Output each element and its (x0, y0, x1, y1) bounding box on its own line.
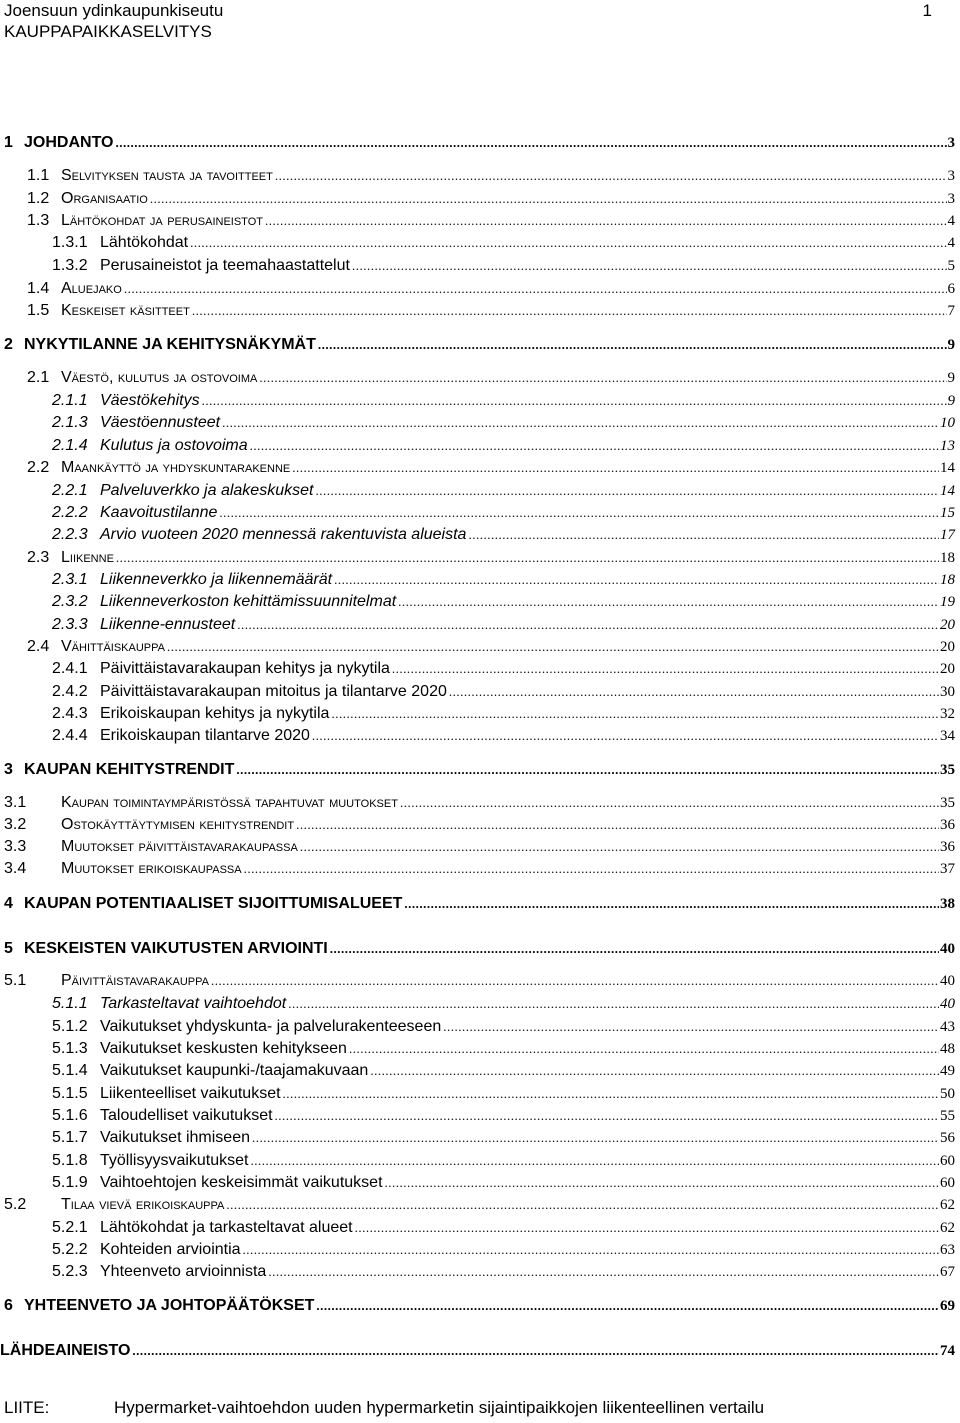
toc-entry-page: 6 (947, 281, 955, 297)
toc-entry[interactable] (0, 757, 955, 779)
toc-entry-page: 48 (940, 1041, 955, 1057)
toc-entry-number: 2.3.3 (52, 616, 88, 633)
toc-entry-number: 5.1.5 (52, 1085, 88, 1102)
toc-entry-title: Kulutus ja ostovoima (100, 437, 248, 454)
toc-entry-number: 5.2.2 (52, 1241, 88, 1258)
toc-entry-page: 4 (947, 213, 955, 229)
toc-dot-leader (400, 795, 939, 811)
toc-entry-title: Muutokset päivittäistavarakaupassa (61, 838, 298, 855)
toc-entry-number: 2.1.1 (52, 392, 88, 409)
toc-dot-leader (222, 415, 939, 431)
toc-entry-title: Liikenne (61, 549, 114, 566)
toc-dot-leader (334, 572, 939, 588)
toc-dot-leader (211, 973, 939, 989)
toc-entry[interactable] (0, 1237, 955, 1259)
toc-entry[interactable] (0, 163, 955, 185)
toc-entry-number: 3.4 (4, 860, 27, 877)
toc-entry-number: 2.3.2 (52, 593, 88, 610)
toc-entry-title: Väestö, kulutus ja ostovoima (61, 369, 258, 386)
toc-entry-title: Taloudelliset vaikutukset (100, 1107, 273, 1124)
toc-dot-leader (331, 706, 939, 722)
toc-entry-number: 2.4.3 (52, 705, 88, 722)
toc-entry[interactable] (0, 478, 955, 500)
toc-entry[interactable] (0, 410, 955, 432)
toc-entry-number: 2.1.3 (52, 414, 88, 431)
toc-entry-page: 20 (940, 661, 955, 677)
toc-entry[interactable] (0, 1215, 955, 1237)
toc-entry-page: 56 (940, 1130, 955, 1146)
toc-entry-number: 5.1.6 (52, 1107, 88, 1124)
toc-dot-leader (268, 1264, 939, 1280)
toc-entry-page: 62 (940, 1220, 955, 1236)
toc-dot-leader (275, 168, 947, 184)
toc-entry[interactable] (0, 1014, 955, 1036)
toc-entry[interactable] (0, 298, 955, 320)
toc-entry-number: 1 (4, 134, 13, 151)
toc-dot-leader (167, 639, 939, 655)
toc-entry[interactable] (0, 186, 955, 208)
toc-entry[interactable] (0, 679, 955, 701)
toc-entry-title: Maankäyttö ja yhdyskuntarakenne (61, 459, 291, 476)
toc-entry-page: 32 (940, 706, 955, 722)
toc-entry-page: 40 (940, 973, 955, 989)
toc-dot-leader (288, 996, 939, 1012)
toc-entry-title: Lähtökohdat (100, 234, 189, 251)
toc-entry-title: KESKEISTEN VAIKUTUSTEN ARVIOINTI (24, 940, 328, 957)
toc-entry-number: 5.1.4 (52, 1062, 88, 1079)
toc-entry-number: 5.2 (4, 1196, 27, 1213)
toc-entry-title: Päivittäistavarakaupan kehitys ja nykytila (100, 660, 390, 677)
toc-entry-page: 3 (947, 191, 955, 207)
toc-entry[interactable] (0, 230, 955, 252)
toc-entry-page: 7 (947, 303, 955, 319)
toc-entry-page: 40 (940, 941, 955, 957)
appendix-line (4, 1398, 934, 1420)
toc-entry-number: 1.3.1 (52, 234, 88, 251)
toc-dot-leader (259, 370, 946, 386)
toc-entry-number: 5.1.3 (52, 1040, 88, 1057)
toc-entry-number: 5.1.8 (52, 1152, 88, 1169)
toc-dot-leader (292, 460, 939, 476)
toc-dot-leader (404, 896, 939, 912)
toc-entry-page: 17 (940, 527, 955, 543)
toc-dot-leader (443, 1019, 939, 1035)
toc-entry-title: Vaikutukset keskusten kehitykseen (100, 1040, 347, 1057)
toc-entry-number: 1.3.2 (52, 257, 88, 274)
toc-dot-leader (243, 1242, 939, 1258)
toc-entry-title: Arvio vuoteen 2020 mennessä rakentuvista alueista (100, 526, 467, 543)
toc-entry-page: 35 (940, 795, 955, 811)
toc-dot-leader (370, 1063, 939, 1079)
toc-entry[interactable] (0, 253, 955, 275)
toc-entry-number: 5.1.2 (52, 1018, 88, 1035)
page-number: 1 (922, 1, 932, 20)
toc-entry-page: 63 (940, 1242, 955, 1258)
toc-entry[interactable] (0, 1081, 955, 1103)
toc-entry-page: 38 (940, 896, 955, 912)
toc-entry-page: 9 (947, 393, 955, 409)
toc-entry-number: 5.1.9 (52, 1174, 88, 1191)
toc-entry[interactable] (0, 522, 955, 544)
toc-entry-title: Väestökehitys (100, 392, 200, 409)
toc-dot-leader (132, 1343, 939, 1359)
toc-dot-leader (316, 1298, 939, 1314)
toc-entry[interactable] (0, 455, 955, 477)
toc-entry-number: 2.3.1 (52, 571, 88, 588)
header-report-name: KAUPPAPAIKKASELVITYS (4, 22, 212, 41)
toc-entry-page: 62 (940, 1197, 955, 1213)
toc-dot-leader (330, 941, 939, 957)
toc-entry-title: Aluejako (61, 280, 122, 297)
toc-dot-leader (237, 617, 939, 633)
toc-entry-title: Muutokset erikoiskaupassa (61, 860, 242, 877)
toc-entry-title: Päivittäistavarakaupan mitoitus ja tilantarve 2020 (100, 683, 447, 700)
toc-entry-number: 5.1.7 (52, 1129, 88, 1146)
toc-entry-title: LÄHDEAINEISTO (0, 1342, 131, 1359)
toc-dot-leader (296, 817, 939, 833)
toc-entry[interactable] (0, 332, 955, 354)
toc-dot-leader (283, 1086, 939, 1102)
toc-entry-title: Palveluverkko ja alakeskukset (100, 482, 314, 499)
toc-entry[interactable] (0, 1338, 955, 1360)
toc-entry-title: Vaikutukset yhdyskunta- ja palvelurakenteeseen (100, 1018, 442, 1035)
toc-entry-number: 5.2.3 (52, 1263, 88, 1280)
toc-entry[interactable] (0, 936, 955, 958)
toc-dot-leader (392, 661, 939, 677)
toc-entry-title: Vaikutukset ihmiseen (100, 1129, 250, 1146)
toc-entry-title: Lähtökohdat ja perusaineistot (61, 212, 263, 229)
toc-entry-number: 2.2.2 (52, 504, 88, 521)
toc-dot-leader (312, 728, 939, 744)
toc-entry-page: 50 (940, 1086, 955, 1102)
toc-entry[interactable] (0, 812, 955, 834)
toc-entry[interactable] (0, 276, 955, 298)
toc-entry-title: Tilaa vievä erikoiskauppa (61, 1196, 225, 1213)
toc-dot-leader (202, 393, 947, 409)
toc-entry[interactable] (0, 790, 955, 812)
toc-entry[interactable] (0, 1293, 955, 1315)
toc-dot-leader (300, 839, 939, 855)
toc-entry[interactable] (0, 1125, 955, 1147)
toc-entry[interactable] (0, 991, 955, 1013)
toc-entry[interactable] (0, 856, 955, 878)
toc-dot-leader (150, 191, 947, 207)
toc-dot-leader (190, 235, 946, 251)
toc-entry-page: 18 (940, 550, 955, 566)
toc-entry-page: 40 (940, 996, 955, 1012)
toc-entry-page: 9 (947, 337, 955, 353)
toc-entry[interactable] (0, 891, 955, 913)
toc-entry-number: 2.2.3 (52, 526, 88, 543)
appendix-text: Hypermarket-vaihtoehdon uuden hypermarketin sijaintipaikkojen liikenteellinen vertailu (114, 1398, 765, 1417)
toc-entry-title: Vaihtoehtojen keskeisimmät vaikutukset (100, 1174, 383, 1191)
toc-dot-leader (318, 337, 947, 353)
toc-entry[interactable] (0, 968, 955, 990)
toc-entry[interactable] (0, 589, 955, 611)
toc-entry-title: Vähittäiskauppa (61, 638, 165, 655)
toc-entry-number: 1.2 (27, 190, 50, 207)
toc-entry-page: 3 (947, 135, 955, 151)
toc-entry[interactable] (0, 388, 955, 410)
appendix-label: LIITE: (4, 1398, 50, 1417)
toc-entry-title: Kaupan toimintaympäristössä tapahtuvat muutokset (61, 794, 398, 811)
toc-entry-page: 36 (940, 817, 955, 833)
toc-entry-number: 3.1 (4, 794, 27, 811)
toc-entry[interactable] (0, 130, 955, 152)
toc-entry-page: 67 (940, 1264, 955, 1280)
toc-dot-leader (265, 213, 947, 229)
toc-entry-number: 2.1 (27, 369, 50, 386)
toc-entry-title: Kaavoitustilanne (100, 504, 218, 521)
toc-dot-leader (251, 1153, 940, 1169)
toc-entry-number: 5.2.1 (52, 1219, 88, 1236)
toc-dot-leader (468, 527, 939, 543)
toc-entry[interactable] (0, 1148, 955, 1170)
toc-entry[interactable] (0, 1192, 955, 1214)
toc-entry-number: 2.4.1 (52, 660, 88, 677)
toc-entry-title: NYKYTILANNE JA KEHITYSNÄKYMÄT (24, 336, 316, 353)
toc-entry-page: 18 (940, 572, 955, 588)
toc-entry-title: Työllisyysvaikutukset (100, 1152, 249, 1169)
toc-entry-number: 2.1.4 (52, 437, 88, 454)
toc-entry-number: 3 (4, 761, 13, 778)
toc-entry-page: 5 (947, 258, 955, 274)
toc-dot-leader (116, 550, 939, 566)
toc-entry-page: 30 (940, 684, 955, 700)
toc-entry-page: 34 (940, 728, 955, 744)
toc-entry-page: 3 (947, 168, 955, 184)
toc-dot-leader (352, 258, 947, 274)
toc-entry-number: 2.4.4 (52, 727, 88, 744)
toc-entry[interactable] (0, 634, 955, 656)
toc-dot-leader (275, 1108, 939, 1124)
toc-entry-title: Kohteiden arviointia (100, 1241, 241, 1258)
toc-entry[interactable] (0, 656, 955, 678)
toc-entry-number: 6 (4, 1297, 13, 1314)
toc-entry-number: 1.4 (27, 280, 50, 297)
toc-entry-title: Liikenneverkko ja liikennemäärät (100, 571, 333, 588)
toc-dot-leader (124, 281, 947, 297)
toc-entry[interactable] (0, 1170, 955, 1192)
toc-entry-title: Erikoiskaupan tilantarve 2020 (100, 727, 310, 744)
toc-entry-page: 20 (940, 617, 955, 633)
toc-dot-leader (252, 1130, 939, 1146)
toc-entry-page: 13 (940, 438, 955, 454)
toc-entry-title: Lähtökohdat ja tarkasteltavat alueet (100, 1219, 353, 1236)
toc-entry-number: 2.3 (27, 549, 50, 566)
toc-entry-title: Perusaineistot ja teemahaastattelut (100, 257, 350, 274)
toc-entry-title: Keskeiset käsitteet (61, 302, 190, 319)
toc-entry-number: 5.1 (4, 972, 27, 989)
toc-entry-title: Vaikutukset kaupunki-/taajamakuvaan (100, 1062, 369, 1079)
toc-entry-page: 20 (940, 639, 955, 655)
toc-entry-title: Ostokäyttäytymisen kehitystrendit (61, 816, 295, 833)
toc-entry-page: 55 (940, 1108, 955, 1124)
toc-entry-page: 49 (940, 1063, 955, 1079)
toc-dot-leader (398, 594, 939, 610)
toc-entry-title: KAUPAN POTENTIAALISET SIJOITTUMISALUEET (24, 895, 403, 912)
toc-entry-page: 15 (940, 505, 955, 521)
toc-entry-page: 69 (940, 1298, 955, 1314)
toc-entry-page: 10 (940, 415, 955, 431)
toc-entry-page: 43 (940, 1019, 955, 1035)
toc-entry-title: Liikenne-ennusteet (100, 616, 236, 633)
toc-entry-page: 36 (940, 839, 955, 855)
toc-entry-number: 1.3 (27, 212, 50, 229)
toc-entry-number: 2.4 (27, 638, 50, 655)
toc-entry-number: 3.3 (4, 838, 27, 855)
toc-entry-title: JOHDANTO (24, 134, 114, 151)
toc-entry[interactable] (0, 433, 955, 455)
toc-entry-page: 14 (940, 460, 955, 476)
toc-entry-page: 14 (940, 483, 955, 499)
toc-entry[interactable] (0, 1103, 955, 1125)
toc-entry[interactable] (0, 208, 955, 230)
toc-entry-title: Päivittäistavarakauppa (61, 972, 209, 989)
toc-dot-leader (219, 505, 939, 521)
toc-entry-page: 60 (940, 1153, 955, 1169)
toc-entry[interactable] (0, 701, 955, 723)
toc-entry[interactable] (0, 500, 955, 522)
toc-entry-title: KAUPAN KEHITYSTRENDIT (24, 761, 235, 778)
toc-entry-number: 1.5 (27, 302, 50, 319)
toc-entry-page: 60 (940, 1175, 955, 1191)
toc-entry[interactable] (0, 545, 955, 567)
toc-dot-leader (116, 135, 947, 151)
toc-entry-number: 2.2.1 (52, 482, 88, 499)
toc-entry-page: 9 (947, 370, 955, 386)
toc-entry-number: 2.4.2 (52, 683, 88, 700)
toc-dot-leader (226, 1197, 939, 1213)
toc-entry-title: Yhteenveto arvioinnista (100, 1263, 267, 1280)
toc-entry-title: Liikenteelliset vaikutukset (100, 1085, 281, 1102)
toc-entry-page: 35 (940, 762, 955, 778)
toc-entry-number: 5 (4, 940, 13, 957)
toc-dot-leader (385, 1175, 939, 1191)
toc-entry-title: YHTEENVETO JA JOHTOPÄÄTÖKSET (24, 1297, 315, 1314)
toc-entry-title: Tarkasteltavat vaihtoehdot (100, 995, 287, 1012)
toc-entry-title: Selvityksen tausta ja tavoitteet (61, 167, 273, 184)
toc-entry-title: Väestöennusteet (100, 414, 221, 431)
toc-entry-number: 1.1 (27, 167, 50, 184)
toc-entry-number: 2.2 (27, 459, 50, 476)
header-document-title: Joensuun ydinkaupunkiseutu (4, 1, 224, 20)
toc-entry[interactable] (0, 612, 955, 634)
toc-entry-title: Erikoiskaupan kehitys ja nykytila (100, 705, 330, 722)
toc-entry-number: 5.1.1 (52, 995, 88, 1012)
toc-entry[interactable] (0, 567, 955, 589)
toc-dot-leader (355, 1220, 939, 1236)
toc-entry[interactable] (0, 834, 955, 856)
toc-dot-leader (192, 303, 947, 319)
toc-dot-leader (349, 1041, 939, 1057)
toc-entry-title: Organisaatio (61, 190, 148, 207)
toc-entry[interactable] (0, 365, 955, 387)
toc-entry-title: Liikenneverkoston kehittämissuunnitelmat (100, 593, 397, 610)
toc-entry-page: 4 (947, 235, 955, 251)
toc-entry-page: 19 (940, 594, 955, 610)
toc-entry-page: 37 (940, 861, 955, 877)
toc-entry[interactable] (0, 1259, 955, 1281)
toc-entry[interactable] (0, 1058, 955, 1080)
toc-entry[interactable] (0, 723, 955, 745)
toc-entry-number: 4 (4, 895, 13, 912)
toc-dot-leader (315, 483, 939, 499)
toc-entry-number: 2 (4, 336, 13, 353)
toc-entry-number: 3.2 (4, 816, 27, 833)
toc-entry-page: 74 (940, 1343, 955, 1359)
toc-dot-leader (236, 762, 939, 778)
toc-entry[interactable] (0, 1036, 955, 1058)
toc-dot-leader (250, 438, 939, 454)
toc-dot-leader (244, 861, 939, 877)
toc-dot-leader (449, 684, 939, 700)
